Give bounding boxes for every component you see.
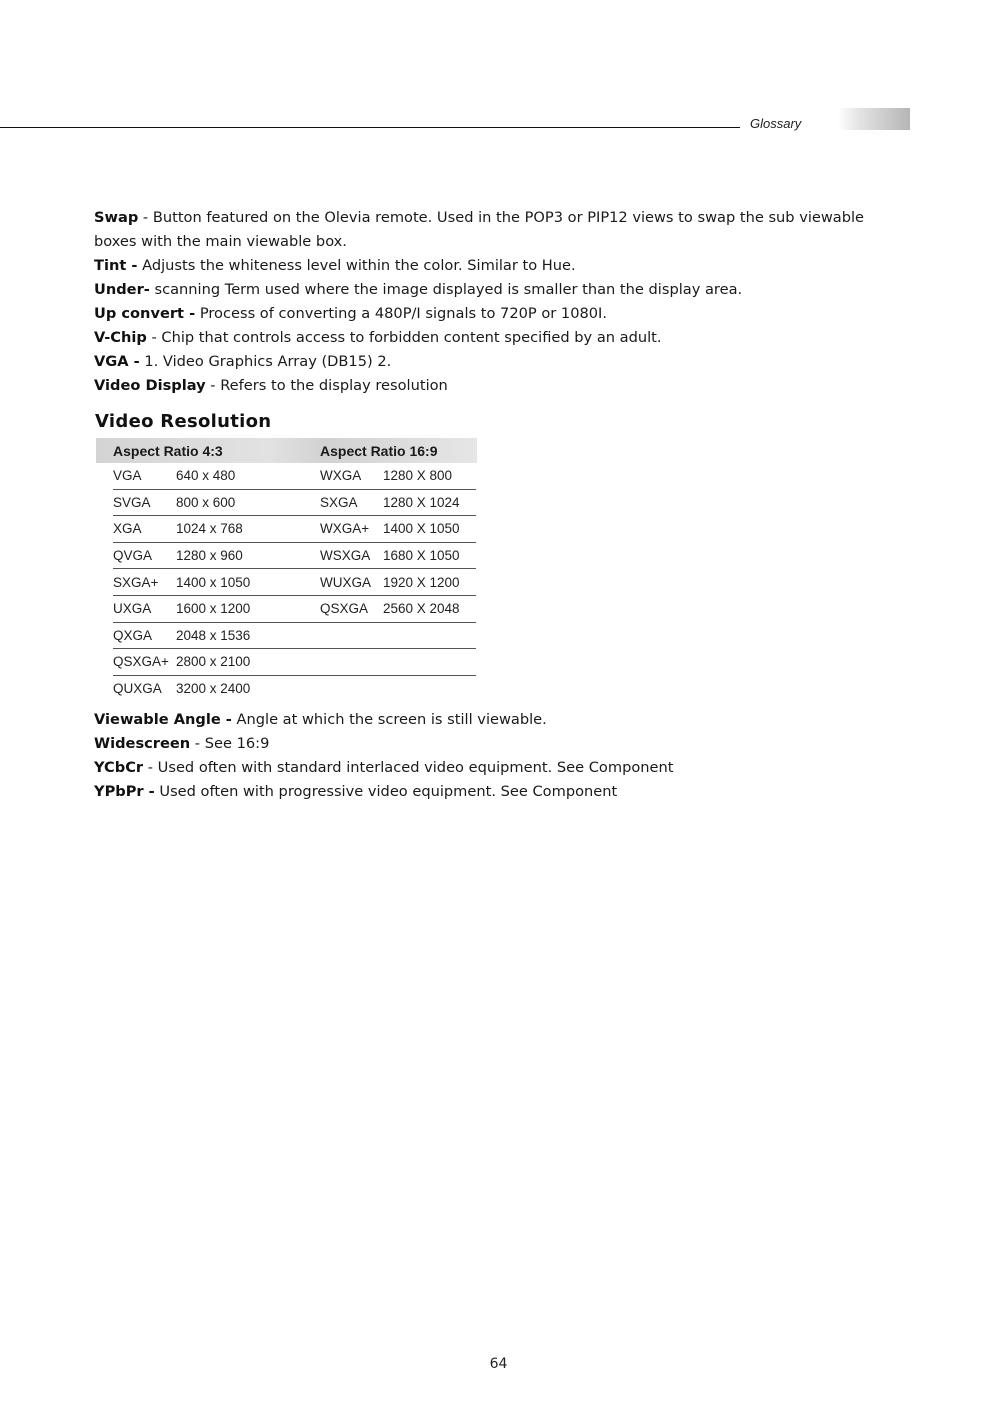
header-decorative-block	[838, 108, 910, 130]
resolution-value-16-9: 1920 X 1200	[383, 574, 460, 590]
glossary-entry	[94, 350, 894, 374]
glossary-term: YCbCr	[94, 759, 144, 776]
glossary-term: V-Chip	[94, 329, 147, 346]
glossary-entry: YCbCr - Used often with standard interlaced video equipment. See Component	[94, 759, 674, 776]
resolution-name-4-3: SVGA	[113, 494, 151, 510]
glossary-term: Tint -	[94, 257, 138, 274]
resolution-value-4-3: 1400 x 1050	[176, 574, 251, 590]
resolution-value-16-9: 1400 X 1050	[383, 521, 460, 537]
resolution-value-4-3: 640 x 480	[176, 468, 236, 484]
glossary-definition: Button featured on the Olevia remote. Used in the POP3 or PIP12 views to swap the sub viewable boxes with the main viewable box.	[94, 209, 865, 250]
page-number: 64	[489, 1356, 508, 1372]
resolution-value-4-3: 1280 x 960	[176, 548, 243, 564]
resolution-value-4-3: 1024 x 768	[176, 521, 243, 537]
glossary-term: YPbPr -	[94, 783, 155, 800]
resolution-name-4-3: QUXGA	[113, 681, 162, 697]
resolution-name-16-9: WSXGA	[320, 548, 371, 564]
table-row	[113, 676, 476, 702]
glossary-entry	[94, 708, 894, 732]
table-row	[113, 569, 476, 596]
table-row	[113, 596, 476, 623]
glossary-definition: Chip that controls access to forbidden content specified by an adult.	[161, 329, 662, 346]
glossary-term: VGA -	[94, 353, 140, 370]
header-rule	[0, 127, 740, 128]
glossary-definitions	[94, 206, 894, 398]
table-row	[113, 490, 476, 517]
resolution-name-4-3: XGA	[113, 521, 142, 537]
glossary-entry: V-Chip - Chip that controls access to forbidden content specified by an adult.	[94, 329, 662, 346]
glossary-definition: Angle at which the screen is still viewable.	[236, 711, 547, 728]
glossary-definition: Used often with standard interlaced video equipment. See Component	[157, 759, 674, 776]
glossary-definition: scanning Term used where the image displayed is smaller than the display area.	[154, 281, 743, 298]
resolution-name-16-9: SXGA	[320, 494, 358, 510]
glossary-entry	[94, 278, 894, 302]
glossary-term: Up convert -	[94, 305, 196, 322]
glossary-entry: Swap - Button featured on the Olevia remote. Used in the POP3 or PIP12 views to swap the sub viewable boxes with the main viewable box.	[94, 209, 865, 250]
resolution-name-16-9: WXGA	[320, 468, 362, 484]
resolution-value-4-3: 2800 x 2100	[176, 654, 251, 670]
header-aspect-4-3: Aspect Ratio 4:3	[113, 442, 223, 459]
resolution-value-16-9: 2560 X 2048	[383, 601, 460, 617]
glossary-definition: See 16:9	[204, 735, 270, 752]
glossary-definition: Refers to the display resolution	[220, 377, 448, 394]
table-row	[113, 516, 476, 543]
glossary-entry: Video Display - Refers to the display resolution	[94, 377, 448, 394]
resolution-name-4-3: QXGA	[113, 627, 153, 643]
glossary-definition: Used often with progressive video equipment. See Component	[159, 783, 618, 800]
resolution-name-4-3: VGA	[113, 468, 142, 484]
glossary-term: Video Display	[94, 377, 206, 394]
resolution-value-16-9: 1280 X 800	[383, 468, 453, 484]
resolution-name-16-9: WUXGA	[320, 574, 372, 590]
glossary-term: Viewable Angle -	[94, 711, 232, 728]
glossary-definitions-continued	[94, 708, 894, 804]
resolution-name-16-9: QSXGA	[320, 601, 369, 617]
glossary-entry	[94, 302, 894, 326]
resolution-value-4-3: 2048 x 1536	[176, 627, 251, 643]
glossary-term: Widescreen	[94, 735, 191, 752]
page-section-title: Glossary	[750, 116, 802, 131]
resolution-value-4-3: 3200 x 2400	[176, 681, 251, 697]
glossary-entry	[94, 780, 894, 804]
resolution-name-4-3: SXGA+	[113, 574, 159, 590]
resolution-value-16-9: 1280 X 1024	[383, 494, 460, 510]
video-resolution-heading: Video Resolution	[95, 411, 272, 432]
glossary-definition: Process of converting a 480P/I signals to 720P or 1080I.	[199, 305, 608, 322]
resolution-name-16-9: WXGA+	[320, 521, 370, 537]
resolution-value-16-9: 1680 X 1050	[383, 548, 460, 564]
glossary-entry: Widescreen - See 16:9	[94, 735, 270, 752]
glossary-entry	[94, 254, 894, 278]
resolution-name-4-3: UXGA	[113, 601, 152, 617]
table-row	[113, 649, 476, 676]
video-resolution-table	[96, 438, 477, 701]
header-aspect-16-9: Aspect Ratio 16:9	[320, 442, 438, 459]
resolution-name-4-3: QVGA	[113, 548, 153, 564]
table-body	[96, 463, 477, 701]
glossary-term: Swap	[94, 209, 139, 226]
resolution-value-4-3: 800 x 600	[176, 494, 236, 510]
table-row	[113, 543, 476, 570]
table-header-row	[96, 438, 477, 463]
table-row	[113, 623, 476, 650]
glossary-term: Under-	[94, 281, 150, 298]
glossary-definition: 1. Video Graphics Array (DB15) 2.	[144, 353, 392, 370]
table-row	[113, 463, 476, 490]
glossary-definition: Adjusts the whiteness level within the color. Similar to Hue.	[142, 257, 576, 274]
resolution-name-4-3: QSXGA+	[113, 654, 169, 670]
resolution-value-4-3: 1600 x 1200	[176, 601, 251, 617]
